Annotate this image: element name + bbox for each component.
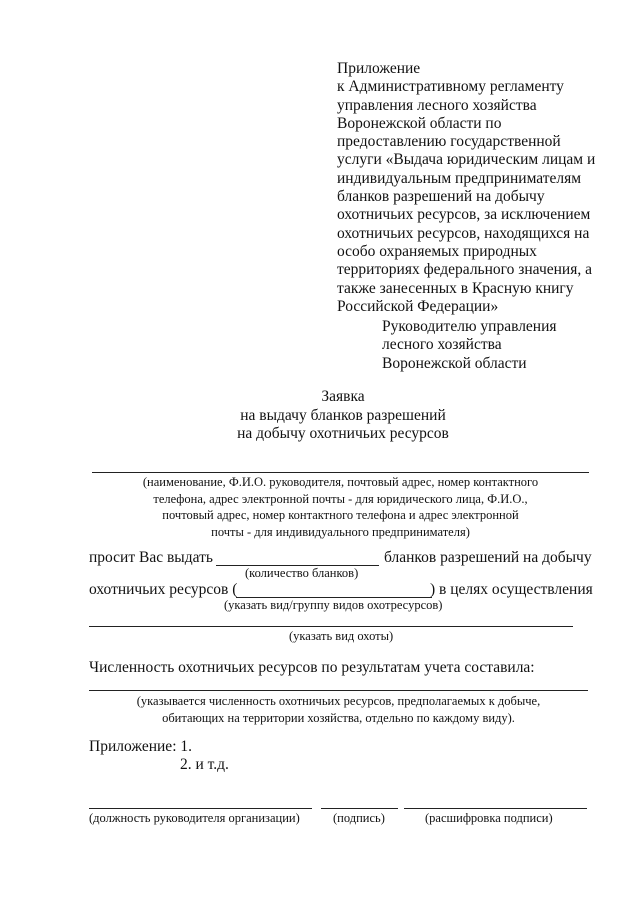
decode-hint: (расшифровка подписи)	[425, 811, 553, 825]
annex-line: Российской Федерации»	[337, 297, 499, 315]
position-hint: (должность руководителя организации)	[89, 811, 300, 825]
applicant-hint	[92, 474, 589, 540]
quantity-hint: (количество бланков)	[245, 566, 359, 580]
hint-line: телефона, адрес электронной почты - для юридического лица, Ф.И.О.,	[153, 491, 528, 506]
annex-line: охотничьих ресурсов, находящихся на	[337, 224, 590, 242]
signature-hint: (подпись)	[333, 811, 385, 825]
applicant-fill-line[interactable]	[92, 472, 589, 473]
addressee-line: Воронежской области	[382, 354, 527, 372]
population-text: Численность охотничьих ресурсов по результатам учета составила:	[89, 659, 535, 676]
annex-line: охотничьих ресурсов, за исключением	[337, 206, 591, 224]
annex-line: предоставлению государственной	[337, 133, 561, 151]
document-title	[0, 388, 640, 444]
annex-line: Воронежской области по	[337, 114, 502, 132]
annex-line: к Административному регламенту	[337, 78, 564, 96]
annex-line: особо охраняемых природных	[337, 242, 537, 260]
title-line: на выдачу бланков разрешений	[240, 406, 446, 424]
annex-line: индивидуальным предпринимателям	[337, 169, 582, 187]
addressee-line: лесного хозяйства	[382, 336, 502, 354]
addressee-line: Руководителю управления	[382, 318, 557, 335]
attachments-item: 2. и т.д.	[180, 756, 229, 773]
title-line: на добычу охотничьих ресурсов	[237, 425, 449, 442]
request-prefix: просит Вас выдать	[89, 549, 213, 566]
annex-line: территориях федерального значения, а	[337, 261, 592, 279]
annex-line: услуги «Выдача юридическим лицам и	[337, 151, 596, 169]
position-fill-line[interactable]	[89, 808, 312, 809]
population-fill-line[interactable]	[89, 690, 588, 691]
annex-line: также занесенных в Красную книгу	[337, 279, 574, 297]
annex-line: бланков разрешений на добычу	[337, 188, 545, 206]
annex-line: управления лесного хозяйства	[337, 96, 537, 114]
hint-line: почтовый адрес, номер контактного телефона и адрес электронной	[162, 508, 519, 522]
decode-fill-line[interactable]	[404, 808, 587, 809]
hint-line: почты - для индивидуального предпринимателя)	[211, 524, 470, 539]
hint-line: (указывается численность охотничьих ресурсов, предполагаемых к добыче,	[136, 694, 541, 708]
resources-suffix: ) в целях осуществления	[430, 581, 593, 598]
species-hint: (указать вид/группу видов охотресурсов)	[224, 598, 443, 612]
signature-fill-line[interactable]	[321, 808, 398, 809]
request-suffix: бланков разрешений на добычу	[384, 549, 592, 566]
addressee-block	[382, 318, 557, 373]
hunting-fill-line[interactable]	[89, 626, 573, 627]
title-line: Заявка	[321, 388, 365, 405]
hunting-hint: (указать вид охоты)	[289, 629, 394, 643]
attachments-label: Приложение: 1.	[89, 738, 192, 755]
hint-line: (наименование, Ф.И.О. руководителя, почтовый адрес, номер контактного	[142, 475, 539, 489]
population-hint	[89, 693, 588, 726]
annex-line: Приложение	[337, 60, 421, 77]
hint-line: обитающих на территории хозяйства, отдельно по каждому виду).	[162, 710, 515, 725]
resources-prefix: охотничьих ресурсов (	[89, 581, 238, 598]
annex-block	[337, 60, 595, 316]
